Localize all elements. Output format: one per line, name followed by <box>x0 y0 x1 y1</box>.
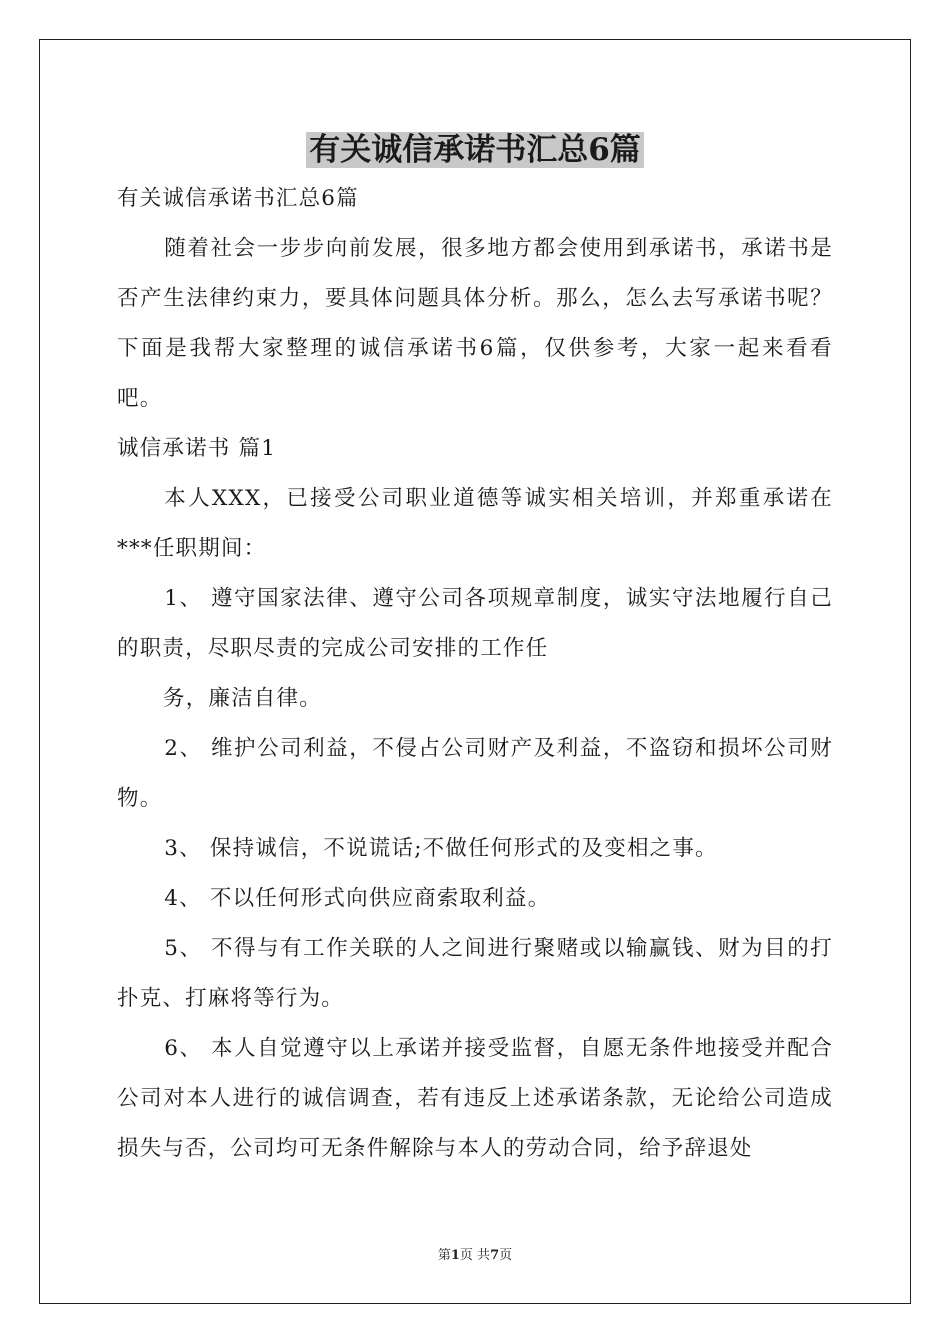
page-footer <box>0 1244 950 1263</box>
section-heading: 诚信承诺书 篇1 <box>117 436 277 461</box>
pledge-item-4: 4、 不以任何形式向供应商索取利益。 <box>164 886 551 911</box>
footer-page-number: 1 <box>450 1248 460 1263</box>
intro-paragraph: 随着社会一步步向前发展，很多地方都会使用到承诺书，承诺书是否产生法律约束力，要具体问题具体分析。那么，怎么去写承诺书呢？下面是我帮大家整理的诚信承诺书6篇，仅供参考，大家一起来看看吧。 <box>117 236 833 411</box>
pledge-item-1: 1、 遵守国家法律、遵守公司各项规章制度，诚实守法地履行自己的职责，尽职尽责的完成公司安排的工作任 <box>117 586 833 661</box>
document-subtitle: 有关诚信承诺书汇总6篇 <box>117 186 359 211</box>
footer-page-total: 7 <box>490 1248 500 1263</box>
footer-suffix: 页 <box>499 1248 513 1263</box>
pledge-item-5: 5、 不得与有工作关联的人之间进行聚赌或以输赢钱、财为目的打扑克、打麻将等行为。 <box>117 936 833 1011</box>
document-body <box>117 174 833 1174</box>
pledge-intro-paragraph: 本人XXX，已接受公司职业道德等诚实相关培训，并郑重承诺在***任职期间： <box>117 486 833 561</box>
document-title-text: 有关诚信承诺书汇总6篇 <box>306 132 644 168</box>
pledge-item-3: 3、 保持诚信，不说谎话;不做任何形式的及变相之事。 <box>164 836 718 861</box>
footer-prefix: 第 <box>437 1248 451 1263</box>
document-title <box>0 124 950 176</box>
footer-mid: 页 共 <box>459 1248 491 1263</box>
pledge-item-1-continued: 务，廉洁自律。 <box>163 686 322 711</box>
pledge-item-2: 2、 维护公司利益，不侵占公司财产及利益，不盗窃和损坏公司财物。 <box>117 736 833 811</box>
pledge-item-6: 6、 本人自觉遵守以上承诺并接受监督，自愿无条件地接受并配合公司对本人进行的诚信调查，若有违反上述承诺条款，无论给公司造成损失与否，公司均可无条件解除与本人的劳动合同，给予辞退处 <box>117 1036 833 1161</box>
